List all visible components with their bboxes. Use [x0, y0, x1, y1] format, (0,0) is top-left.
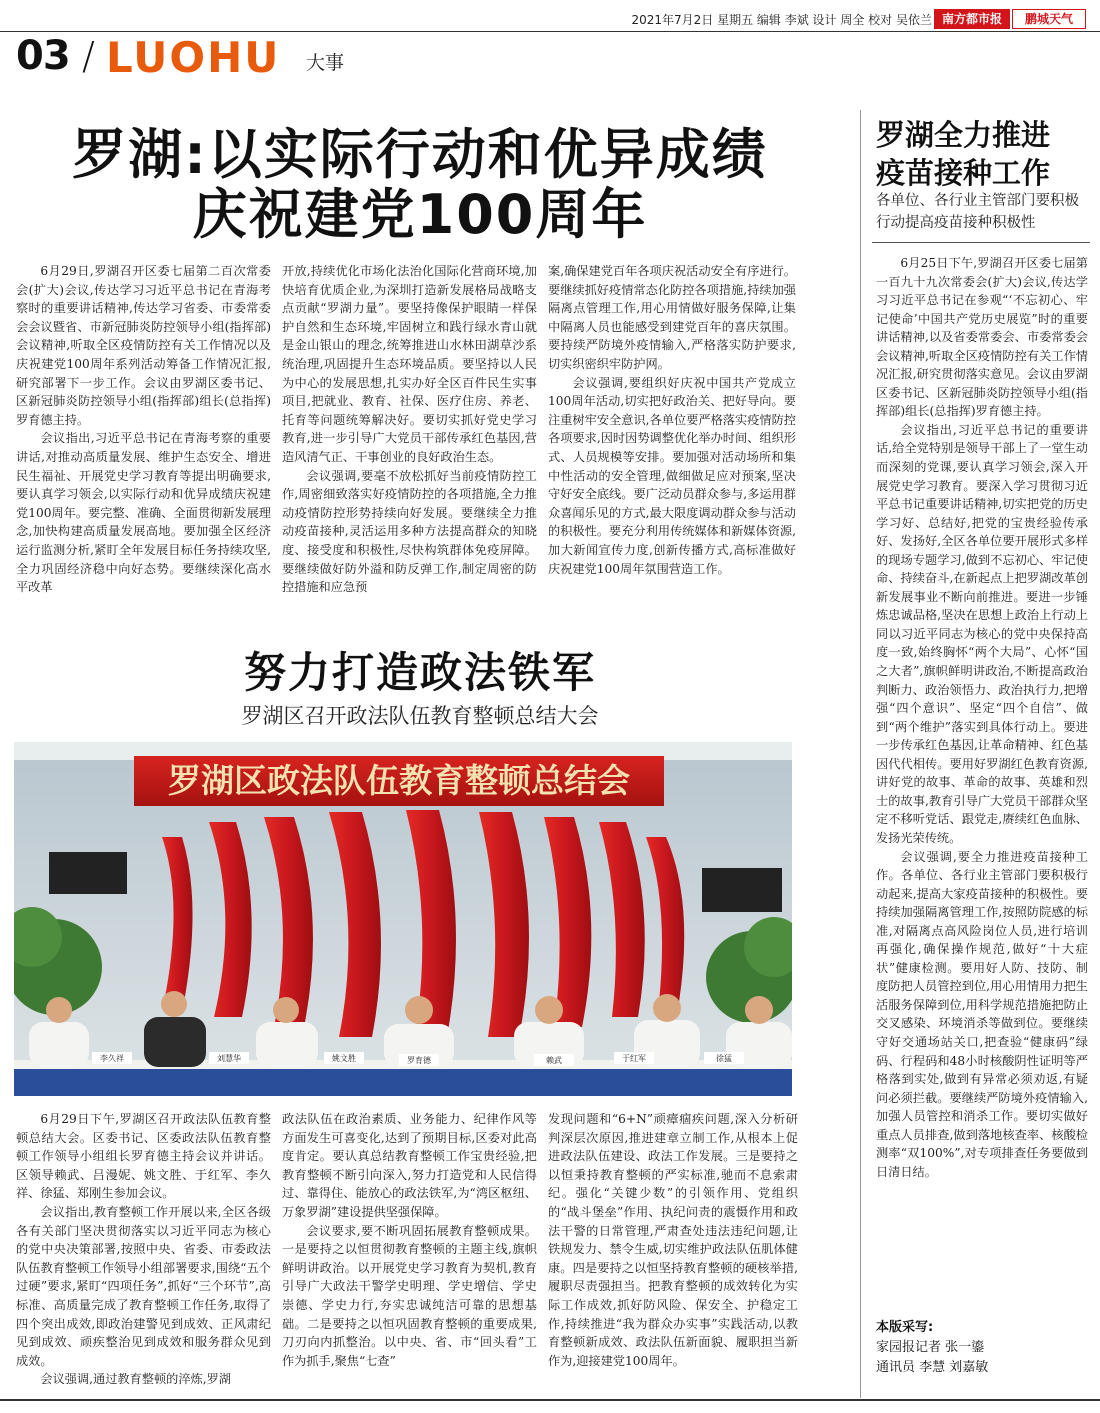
second-subheadline: 罗湖区召开政法队伍教育整顿总结大会 — [241, 704, 599, 728]
paragraph: 开放,持续优化市场化法治化国际化营商环境,加快培育优质企业,为深圳打造新发展格局战略支点贡献“罗湖力量”。要坚持像保护眼睛一样保护自然和生态环境,牢固树立和践行绿水青山就是金山银山的理念,统筹推进山水林田湖草沙系统治理,巩固提升生态环境品质。要坚持以人民为中心的发展思想,扎实办好全区百件民生实事项目,把就业、教育、社保、医疗住房、养老、托育等问题统筹解决好。要切实抓好党史学习教育,进一步引导广大党员干部传承红色基因,营造风清气正、干事创业的良好政治生态。 — [282, 264, 537, 464]
issue-info: 2021年7月2日 星期五 编辑 李斌 设计 周全 校对 吴依兰 — [631, 13, 932, 27]
paragraph: 会议强调,通过教育整顿的淬炼,罗湖 — [40, 1372, 231, 1387]
paragraph: 6月25日下午,罗湖召开区委七届第一百九十九次常委会(扩大)会议,传达学习习近平总书记在参观“‘不忘初心、牢记使命’中国共产党历史展览”时的重要讲话精神,以及省委常委会、市委常委会会议精神,听取全区疫情防控有关工作情况汇报,研究贯彻落实意见。会议由罗湖区委书记、区新冠肺炎防控领导小组(指挥部)组长(总指挥)罗育德主持。 — [876, 256, 1088, 419]
nameplate: 徐猛 — [716, 1054, 732, 1063]
nameplate: 于红军 — [622, 1054, 646, 1063]
second-story-column-2 — [282, 1110, 537, 1370]
nameplate: 姚文胜 — [332, 1054, 356, 1063]
section-name: LUOHU — [106, 33, 281, 82]
main-headline-line2: 庆祝建党100周年 — [192, 183, 648, 246]
main-headline-line1: 罗湖:以实际行动和优异成绩 — [72, 123, 768, 186]
side-headline — [876, 116, 1086, 192]
paragraph: 政法队伍在政治素质、业务能力、纪律作风等方面发生可喜变化,达到了预期目标,区委对此高度肯定。要认真总结教育整顿工作宝贵经验,把教育整顿不断引向深入,努力打造党和人民信得过、靠得住、能放心的政法铁军,为“湾区枢纽、万象罗湖”建设提供坚强保障。 — [282, 1112, 537, 1219]
paragraph: 会议指出,习近平总书记的重要讲话,给全党特别是领导干部上了一堂生动而深刻的党课,要认真学习领会,深入开展党史学习教育。要深入学习贯彻习近平总书记重要讲话精神,切实把党的历史学习好、总结好,把党的宝贵经验传承好、发扬好,全区各单位要开展形式多样的现场专题学习,做到不忘初心、牢记使命、持续奋斗,在新起点上把罗湖改革创新发展事业不断向前推进。要进一步锤炼忠诚品格,坚决在思想上政治上行动上同以习近平同志为核心的党中央保持高度一致,始终胸怀“两个大局”、心怀“国之大者”,旗帜鲜明讲政治,不断提高政治判断力、政治领悟力、政治执行力,把增强“四个意识”、坚定“四个自信”、做到“两个维护”落实到具体行动上。要进一步传承红色基因,让革命精神、红色基因代代相传。要用好罗湖红色教育资源,讲好党的故事、革命的故事、英雄和烈士的故事,教育引导广大党员干部群众坚定不移听党话、跟党走,赓续红色血脉、发扬光荣传统。 — [876, 422, 1088, 845]
paragraph: 会议指出,教育整顿工作开展以来,全区各级各有关部门坚决贯彻落实以习近平同志为核心的党中央决策部署,按照中央、省委、市委政法队伍教育整顿工作领导小组部署要求,围绕“五个过硬”要求,紧盯“四项任务”,抓好“三个环节”,高标准、高质量完成了教育整顿工作任务,取得了四个突出成效,即政治建警见到成效、正风肃纪见到成效、顽疾整治见到成效和服务群众见到成效。 — [16, 1204, 271, 1368]
edition-logo: 鹏城天气 — [1012, 9, 1086, 29]
byline — [876, 1318, 1086, 1378]
paragraph: 案,确保建党百年各项庆祝活动安全有序进行。要继续抓好疫情常态化防控各项措施,持续加强隔离点管理工作,用心用情做好服务保障,让集中隔离人员也能感受到建党百年的喜庆氛围。要持续严防境外疫情输入,严格落实防护要求,切实织密织牢防护网。 — [548, 264, 796, 371]
byline-reporter: 家园报记者 张一鎏 — [876, 1340, 985, 1355]
paragraph: 6月29日,罗湖召开区委七届第二百次常委会(扩大)会议,传达学习习近平总书记在青海考察时的重要讲话精神,传达学习省委、市委常委会会议暨省、市新冠肺炎防控领导小组(指挥部)会议精神,听取全区疫情防控有关工作情况以及庆祝建党100周年系列活动筹备工作情况汇报,研究部署下一步工作。会议由罗湖区委书记、区新冠肺炎防控领导小组(指挥部)组长(总指挥)罗育德主持。 — [16, 264, 271, 427]
meeting-photo — [14, 742, 792, 1096]
paragraph: 会议强调,要组织好庆祝中国共产党成立100周年活动,切实把好政治关、把好导向。要注重树牢安全意识,各单位要严格落实疫情防控各项要求,因时因势调整优化举办时间、组织形式、人员规模等安排。要加强对活动场所和集中性活动的安全管理,做细做足应对预案,坚决守好安全底线。要广泛动员群众参与,多运用群众喜闻乐见的方式,最大限度调动群众参与活动的积极性。要充分利用传统媒体和新媒体资源,加大新闻宣传力度,创新传播方式,高标准做好庆祝建党100周年氛围营造工作。 — [548, 375, 796, 576]
nameplate: 刘慧华 — [217, 1054, 241, 1063]
section-label: 大事 — [306, 52, 345, 74]
paragraph: 会议指出,习近平总书记在青海考察的重要讲话,对推动高质量发展、维护生态安全、增进民生福祉、开展党史学习教育等提出明确要求,要认真学习领会,以实际行动和优异成绩庆祝建党100周年。要完整、准确、全面贯彻新发展理念,加快构建高质量发展高地。要加强全区经济运行监测分析,紧盯全年发展目标任务持续攻坚,全力巩固经济稳中向好态势。要继续深化高水平改革 — [16, 431, 271, 595]
section-divider: / — [82, 34, 95, 78]
column-divider — [860, 110, 861, 1398]
paragraph: 发现问题和“6+N”顽瘴痼疾问题,深入分析研判深层次原因,推进建章立制工作,从根本上促进政法队伍建设、政法工作发展。三是要持之以恒秉持教育整顿的严实标准,驰而不息索肃纪。强化“关键少数”的引领作用、党组织的“战斗堡垒”作用、执纪问责的震慑作用和政法干警的日常管理,严肃查处违法违纪问题,让铁规发力、禁令生威,切实维护政法队伍肌体健康。四是要持之以恒坚持教育整顿的硬核举措,履职尽责强担当。把教育整顿的成效转化为实际工作成效,抓好防风险、保安全、护稳定工作,持续推进“我为群众办实事”实践活动,以教育整顿新成效、政法队伍新面貌、履职担当新作为,迎接建党100周年。 — [548, 1112, 798, 1368]
side-headline-line2: 疫苗接种工作 — [876, 156, 1051, 190]
masthead — [0, 8, 1100, 32]
side-story-body — [876, 254, 1088, 1181]
paragraph: 会议强调,要毫不放松抓好当前疫情防控工作,周密细致落实好疫情防控的各项措施,全力推动疫情防控形势持续向好发展。要继续全力推动疫苗接种,灵活运用多种方法提高群众的知晓度、接受度和积极性,尽快构筑群体免疫屏障。要继续做好防外溢和防反弹工作,制定周密的防控措施和应急预 — [282, 468, 537, 595]
main-story-column-1 — [16, 262, 271, 597]
paragraph: 会议强调,要全力推进疫苗接种工作。各单位、各行业主管部门要积极行动起来,提高大家疫苗接种的积极性。要持续加强隔离管理工作,按照防院感的标准,对隔离点高风险岗位人员,进行培训再强化,确保操作规范,做好“十大症状”健康检测。要用好人防、技防、制度防把人员管控到位,用心用情用力把生活服务保障到位,用科学规范措施把防止交叉感染、环境消杀等做到位。要继续守好交通场站关口,把查验“健康码”绿码、行程码和48小时核酸阴性证明等严格落到实处,做到有异常必须劝返,有疑问必须拦截。要继续严防境外疫情输入,加强人员管控和消杀工作。要切实做好重点人员排查,做到落地核查率、核酸检测率“双100%”,对专项排查任务要做到日清日结。 — [876, 849, 1088, 1179]
byline-label: 本版采写: — [876, 1320, 934, 1335]
brand-logo: 南方都市报 — [934, 9, 1010, 29]
byline-correspondents: 通讯员 李慧 刘嘉敏 — [876, 1360, 989, 1375]
page-number: 03 — [16, 33, 70, 79]
side-headline-line1: 罗湖全力推进 — [876, 118, 1051, 152]
second-story-column-1 — [16, 1110, 271, 1389]
second-story-column-3 — [548, 1110, 798, 1370]
paragraph: 6月29日下午,罗湖区召开政法队伍教育整顿总结大会。区委书记、区委政法队伍教育整顿工作领导小组组长罗育德主持会议并讲话。区领导赖武、吕漫妮、姚文胜、于红军、李久祥、徐猛、郑刚生参加会议。 — [16, 1112, 271, 1201]
main-story-column-2 — [282, 262, 537, 597]
main-story-column-3 — [548, 262, 796, 578]
photo-banner-text: 罗湖区政法队伍教育整顿总结会 — [168, 761, 630, 800]
nameplate: 赖武 — [546, 1056, 562, 1065]
nameplate: 罗育德 — [407, 1056, 431, 1065]
nameplate: 李久祥 — [100, 1054, 124, 1063]
side-subtitle: 各单位、各行业主管部门要积极行动提高疫苗接种积极性 — [876, 193, 1079, 231]
paragraph: 会议要求,要不断巩固拓展教育整顿成果。一是要持之以恒贯彻教育整顿的主题主线,旗帜鲜明讲政治。以开展党史学习教育为契机,教育引导广大政法干警学史明理、学史增信、学史崇德、学史力行,夯实忠诚纯洁可靠的思想基础。二是要持之以恒巩固教育整顿的重要成果,刀刃向内抓整治。以中央、省、市“回头看”工作为抓手,聚焦“七查” — [282, 1223, 537, 1368]
second-headline: 努力打造政法铁军 — [243, 648, 596, 697]
side-divider — [872, 242, 1090, 243]
bottom-rule — [0, 1399, 1100, 1401]
